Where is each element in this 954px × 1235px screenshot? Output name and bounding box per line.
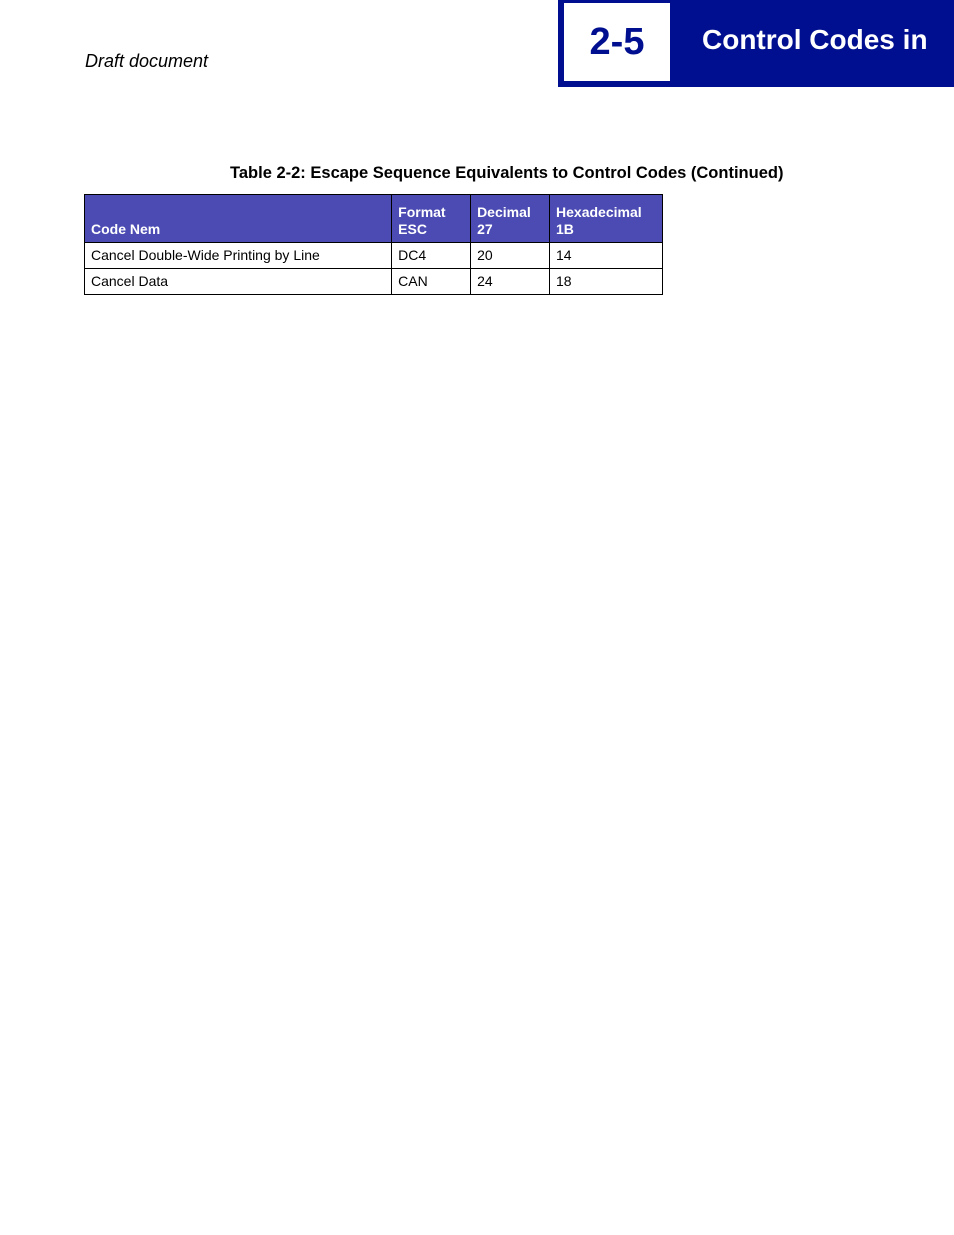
cell-code-name: Cancel Data <box>85 269 392 295</box>
draft-label: Draft document <box>85 51 209 71</box>
column-header-hexadecimal <box>550 195 663 243</box>
table-row <box>85 243 663 269</box>
column-header-format <box>392 195 471 243</box>
cell-decimal: 24 <box>471 269 550 295</box>
cell-code-name: Cancel Double-Wide Printing by Line <box>85 243 392 269</box>
column-header-code-name <box>85 195 392 243</box>
chapter-title: Control Codes in <box>702 24 928 55</box>
page-number: 2-5 <box>564 3 670 81</box>
column-header-line: Decimal <box>477 204 531 220</box>
cell-format: DC4 <box>392 243 471 269</box>
table-caption: Table 2-2: Escape Sequence Equivalents to Control Codes (Continued) <box>230 164 784 182</box>
table-header-row <box>85 195 663 243</box>
column-header-decimal <box>471 195 550 243</box>
cell-hexadecimal: 18 <box>550 269 663 295</box>
column-header-line: Hexadecimal <box>556 204 642 220</box>
cell-hexadecimal: 14 <box>550 243 663 269</box>
column-header-line: 1B <box>556 221 574 237</box>
column-header-line: ESC <box>398 221 427 237</box>
escape-sequence-table <box>84 194 663 295</box>
cell-decimal: 20 <box>471 243 550 269</box>
cell-format: CAN <box>392 269 471 295</box>
column-header-line: 27 <box>477 221 493 237</box>
column-header-line: Code Nem <box>91 221 161 237</box>
column-header-line: Format <box>398 204 446 220</box>
table-row <box>85 269 663 295</box>
